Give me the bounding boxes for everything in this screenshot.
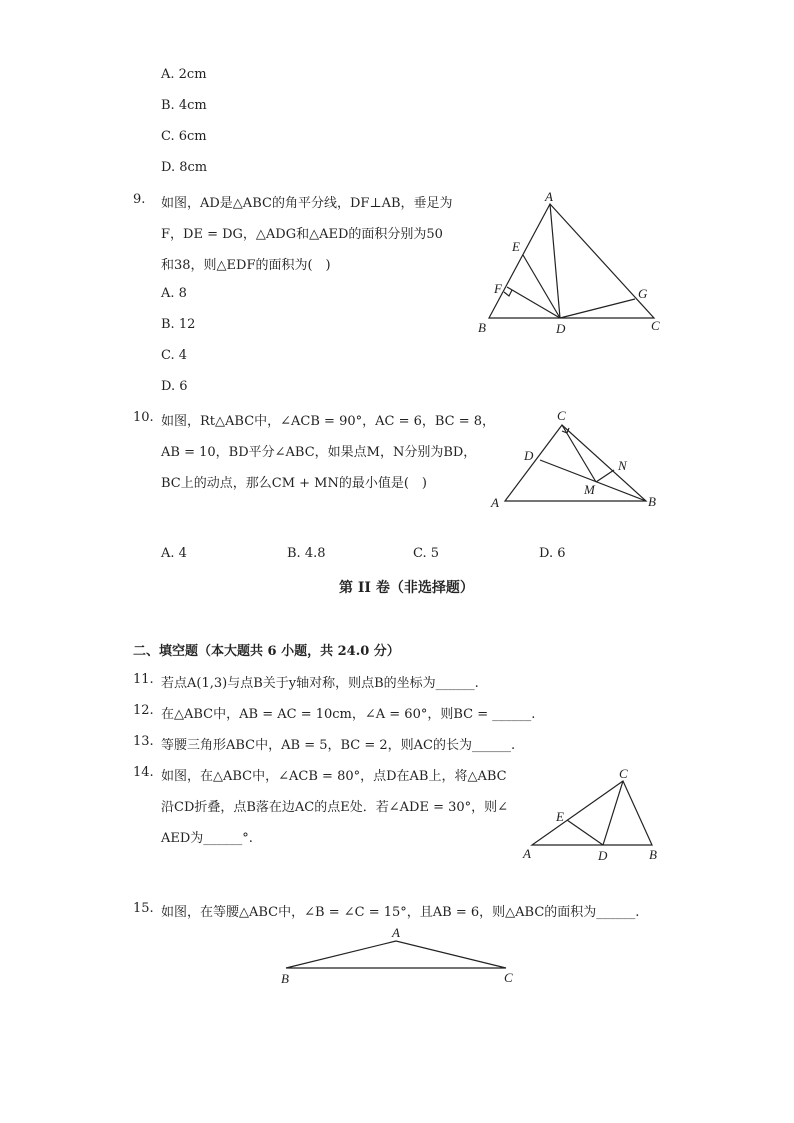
q9-option-d: D. 6 [161,379,188,394]
q14-label-a: A [523,846,531,861]
q10-number: 10. [133,410,154,425]
q11-text: 若点A(1,3)与点B关于y轴对称，则点B的坐标为______. [161,676,479,691]
q14-label-c: C [619,766,628,781]
q10-option-b: B. 4.8 [287,546,326,561]
q10-label-a: A [491,495,499,510]
q15-text: 如图，在等腰△ABC中，∠B = ∠C = 15°，且AB = 6，则△ABC的面积为______. [161,905,640,920]
q14-label-b: B [649,847,657,862]
q9-line-3: 和38，则△EDF的面积为( ) [161,258,331,273]
q9-label-c: C [651,318,660,333]
q10-line-2: AB = 10，BD平分∠ABC，如果点M，N分别为BD， [161,445,477,460]
q14-line-1: 如图，在△ABC中，∠ACB = 80°，点D在AB上，将△ABC [161,769,507,784]
q9-label-g: G [638,286,648,301]
q10-label-n: N [618,458,627,473]
q9-label-e: E [512,239,520,254]
q15-number: 15. [133,901,154,916]
q9-label-f: F [494,281,502,296]
q15-label-c: C [504,970,513,985]
q11-number: 11. [133,672,154,687]
q12-number: 12. [133,703,154,718]
q9-label-a: A [545,189,553,204]
q9-label-d: D [556,321,566,336]
q14-label-e: E [556,809,564,824]
q10-option-a: A. 4 [161,546,187,561]
q10-label-d: D [524,448,534,463]
q14-label-d: D [598,848,608,863]
q10-label-b: B [648,494,656,509]
q10-option-c: C. 5 [413,546,440,561]
q10-label-c: C [557,408,566,423]
q9-line-2: F，DE = DG，△ADG和△AED的面积分别为50 [161,227,443,242]
q9-option-b: B. 12 [161,317,196,332]
q13-text: 等腰三角形ABC中，AB = 5，BC = 2，则AC的长为______. [161,738,516,753]
q15-label-a: A [392,925,400,940]
q10-line-3: BC上的动点，那么CM + MN的最小值是( ) [161,476,427,491]
q10-line-1: 如图，Rt△ABC中，∠ACB = 90°，AC = 6，BC = 8， [161,414,496,429]
section2-header: 二、填空题（本大题共 6 小题，共 24.0 分） [133,644,400,659]
q8-option-b: B. 4cm [161,98,207,113]
q9-line-1: 如图，AD是△ABC的角平分线，DF⊥AB，垂足为 [161,196,453,211]
q13-number: 13. [133,734,154,749]
q14-line-2: 沿CD折叠，点B落在边AC的点E处．若∠ADE = 30°，则∠ [161,800,509,815]
q12-text: 在△ABC中，AB = AC = 10cm，∠A = 60°，则BC = ______. [161,707,536,722]
part2-title: 第 II 卷（非选择题） [339,580,474,596]
q9-option-c: C. 4 [161,348,188,363]
q10-option-d: D. 6 [539,546,566,561]
q14-line-3: AED为______°. [161,831,253,846]
q14-number: 14. [133,765,154,780]
q15-label-b: B [281,971,289,986]
q9-option-a: A. 8 [161,286,187,301]
q9-number: 9. [133,192,146,207]
q9-label-b: B [478,320,486,335]
q10-label-m: M [584,482,595,497]
q8-option-d: D. 8cm [161,160,208,175]
q8-option-a: A. 2cm [161,67,207,82]
q8-option-c: C. 6cm [161,129,207,144]
